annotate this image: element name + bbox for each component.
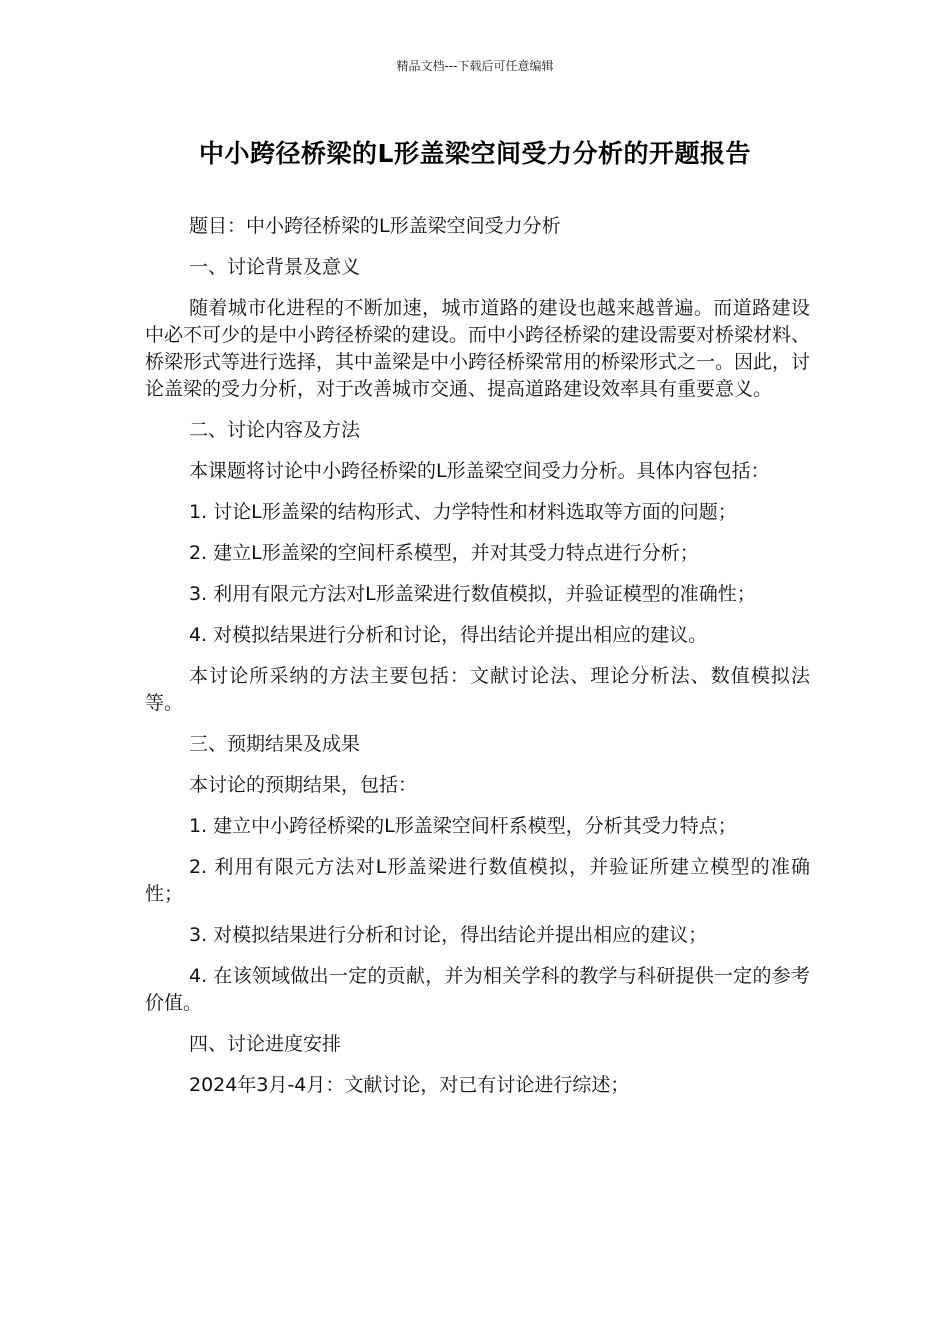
document-body: [145, 213, 810, 1113]
content-item-4: 4. 对模拟结果进行分析和讨论，得出结论并提出相应的建议。: [189, 624, 708, 646]
schedule-item-1: 2024年3月-4月：文献讨论，对已有讨论进行综述；: [189, 1074, 630, 1096]
header-note: 精品文档---下载后可任意编辑: [396, 59, 554, 73]
result-item-3: 3. 对模拟结果进行分析和讨论，得出结论并提出相应的建议；: [189, 924, 708, 946]
paragraph-methods: 本讨论所采纳的方法主要包括：文献讨论法、理论分析法、数值模拟法等。: [145, 665, 810, 714]
paragraph-content-intro: 本课题将讨论中小跨径桥梁的L形盖梁空间受力分析。具体内容包括：: [189, 460, 770, 482]
result-item-1: 1. 建立中小跨径桥梁的L形盖梁空间杆系模型，分析其受力特点；: [189, 815, 737, 837]
result-item-2: 2. 利用有限元方法对L形盖梁进行数值模拟，并验证所建立模型的准确性；: [145, 856, 810, 905]
paragraph-results-intro: 本讨论的预期结果，包括：: [189, 774, 418, 796]
document-title: 中小跨径桥梁的L形盖梁空间受力分析的开题报告: [199, 139, 751, 168]
content-item-3: 3. 利用有限元方法对L形盖梁进行数值模拟，并验证模型的准确性；: [189, 583, 756, 605]
section-heading-schedule: 四、讨论进度安排: [189, 1033, 342, 1055]
section-heading-content-method: 二、讨论内容及方法: [189, 419, 361, 441]
result-item-4: 4. 在该领域做出一定的贡献，并为相关学科的教学与科研提供一定的参考价值。: [145, 965, 810, 1014]
section-heading-expected-results: 三、预期结果及成果: [189, 733, 361, 755]
topic-line: 题目：中小跨径桥梁的L形盖梁空间受力分析: [189, 215, 561, 237]
content-item-2: 2. 建立L形盖梁的空间杆系模型，并对其受力特点进行分析；: [189, 542, 699, 564]
section-heading-background: 一、讨论背景及意义: [189, 256, 361, 278]
content-item-1: 1. 讨论L形盖梁的结构形式、力学特性和材料选取等方面的问题；: [189, 501, 737, 523]
paragraph-background: 随着城市化进程的不断加速，城市道路的建设也越来越普遍。而道路建设中必不可少的是中小跨径桥梁的建设。而中小跨径桥梁的建设需要对桥梁材料、桥梁形式等进行选择，其中盖梁是中小跨径桥梁常用的桥梁形式之一。因此，讨论盖梁的受力分析，对于改善城市交通、提高道路建设效率具有重要意义。: [145, 297, 811, 400]
